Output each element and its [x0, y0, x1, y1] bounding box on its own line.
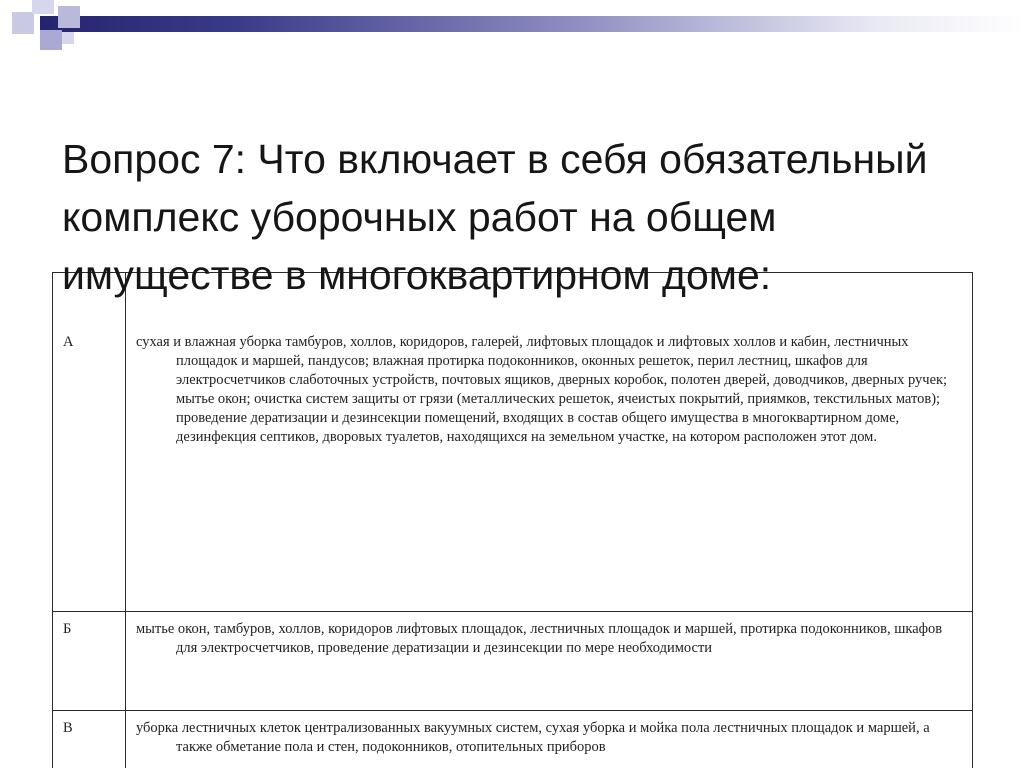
answer-text: уборка лестничных клеток централизованных вакуумных систем, сухая уборка и мойка пола лестничных площадок и маршей, а также обметание пола и стен, подоконников, отопительных приборов	[136, 720, 930, 755]
answer-text-cell	[126, 711, 973, 768]
decorative-square	[40, 30, 62, 50]
answer-letter: Б	[53, 612, 126, 711]
answer-text: сухая и влажная уборка тамбуров, холлов, коридоров, галерей, лифтовых площадок и лифтовых холлов и кабин, лестничных площадок и маршей, пандусов; влажная протирка подоконников, оконных решеток, перил лестниц, шкафов для электросчетчиков слаботочных устройств, почтовых ящиков, дверных коробок, полотен дверей, доводчиков, дверных ручек; мытье окон; очистка систем защиты от грязи (металлических решеток, ячеистых покрытий, приямков, текстильных матов); проведение дератизации и дезинсекции помещений, входящих в состав общего имущества в многоквартирном доме, дезинфекция септиков, дворовых туалетов, находящихся на земельном участке, на котором расположен этот дом.	[136, 334, 948, 445]
answer-row	[53, 612, 973, 711]
answer-text: мытье окон, тамбуров, холлов, коридоров лифтовых площадок, лестничных площадок и маршей, протирка подоконников, шкафов для электросчетчиков, проведение дератизации и дезинсекции по мере необходимости	[136, 621, 943, 656]
decorative-square	[62, 32, 74, 44]
decorative-square	[32, 0, 54, 14]
answer-text-cell	[126, 612, 973, 711]
answer-row	[53, 711, 973, 768]
answer-letter: А	[53, 273, 126, 612]
question-title: Вопрос 7: Что включает в себя обязательный комплекс уборочных работ на общем имуществе в многоквартирном доме:	[62, 136, 928, 298]
answer-text-cell	[126, 273, 973, 612]
answer-row	[53, 273, 973, 612]
decorative-square	[12, 12, 34, 34]
answers-table	[52, 272, 973, 768]
decorative-square	[58, 6, 80, 28]
header-decoration-band	[40, 16, 1024, 32]
answer-letter: В	[53, 711, 126, 768]
